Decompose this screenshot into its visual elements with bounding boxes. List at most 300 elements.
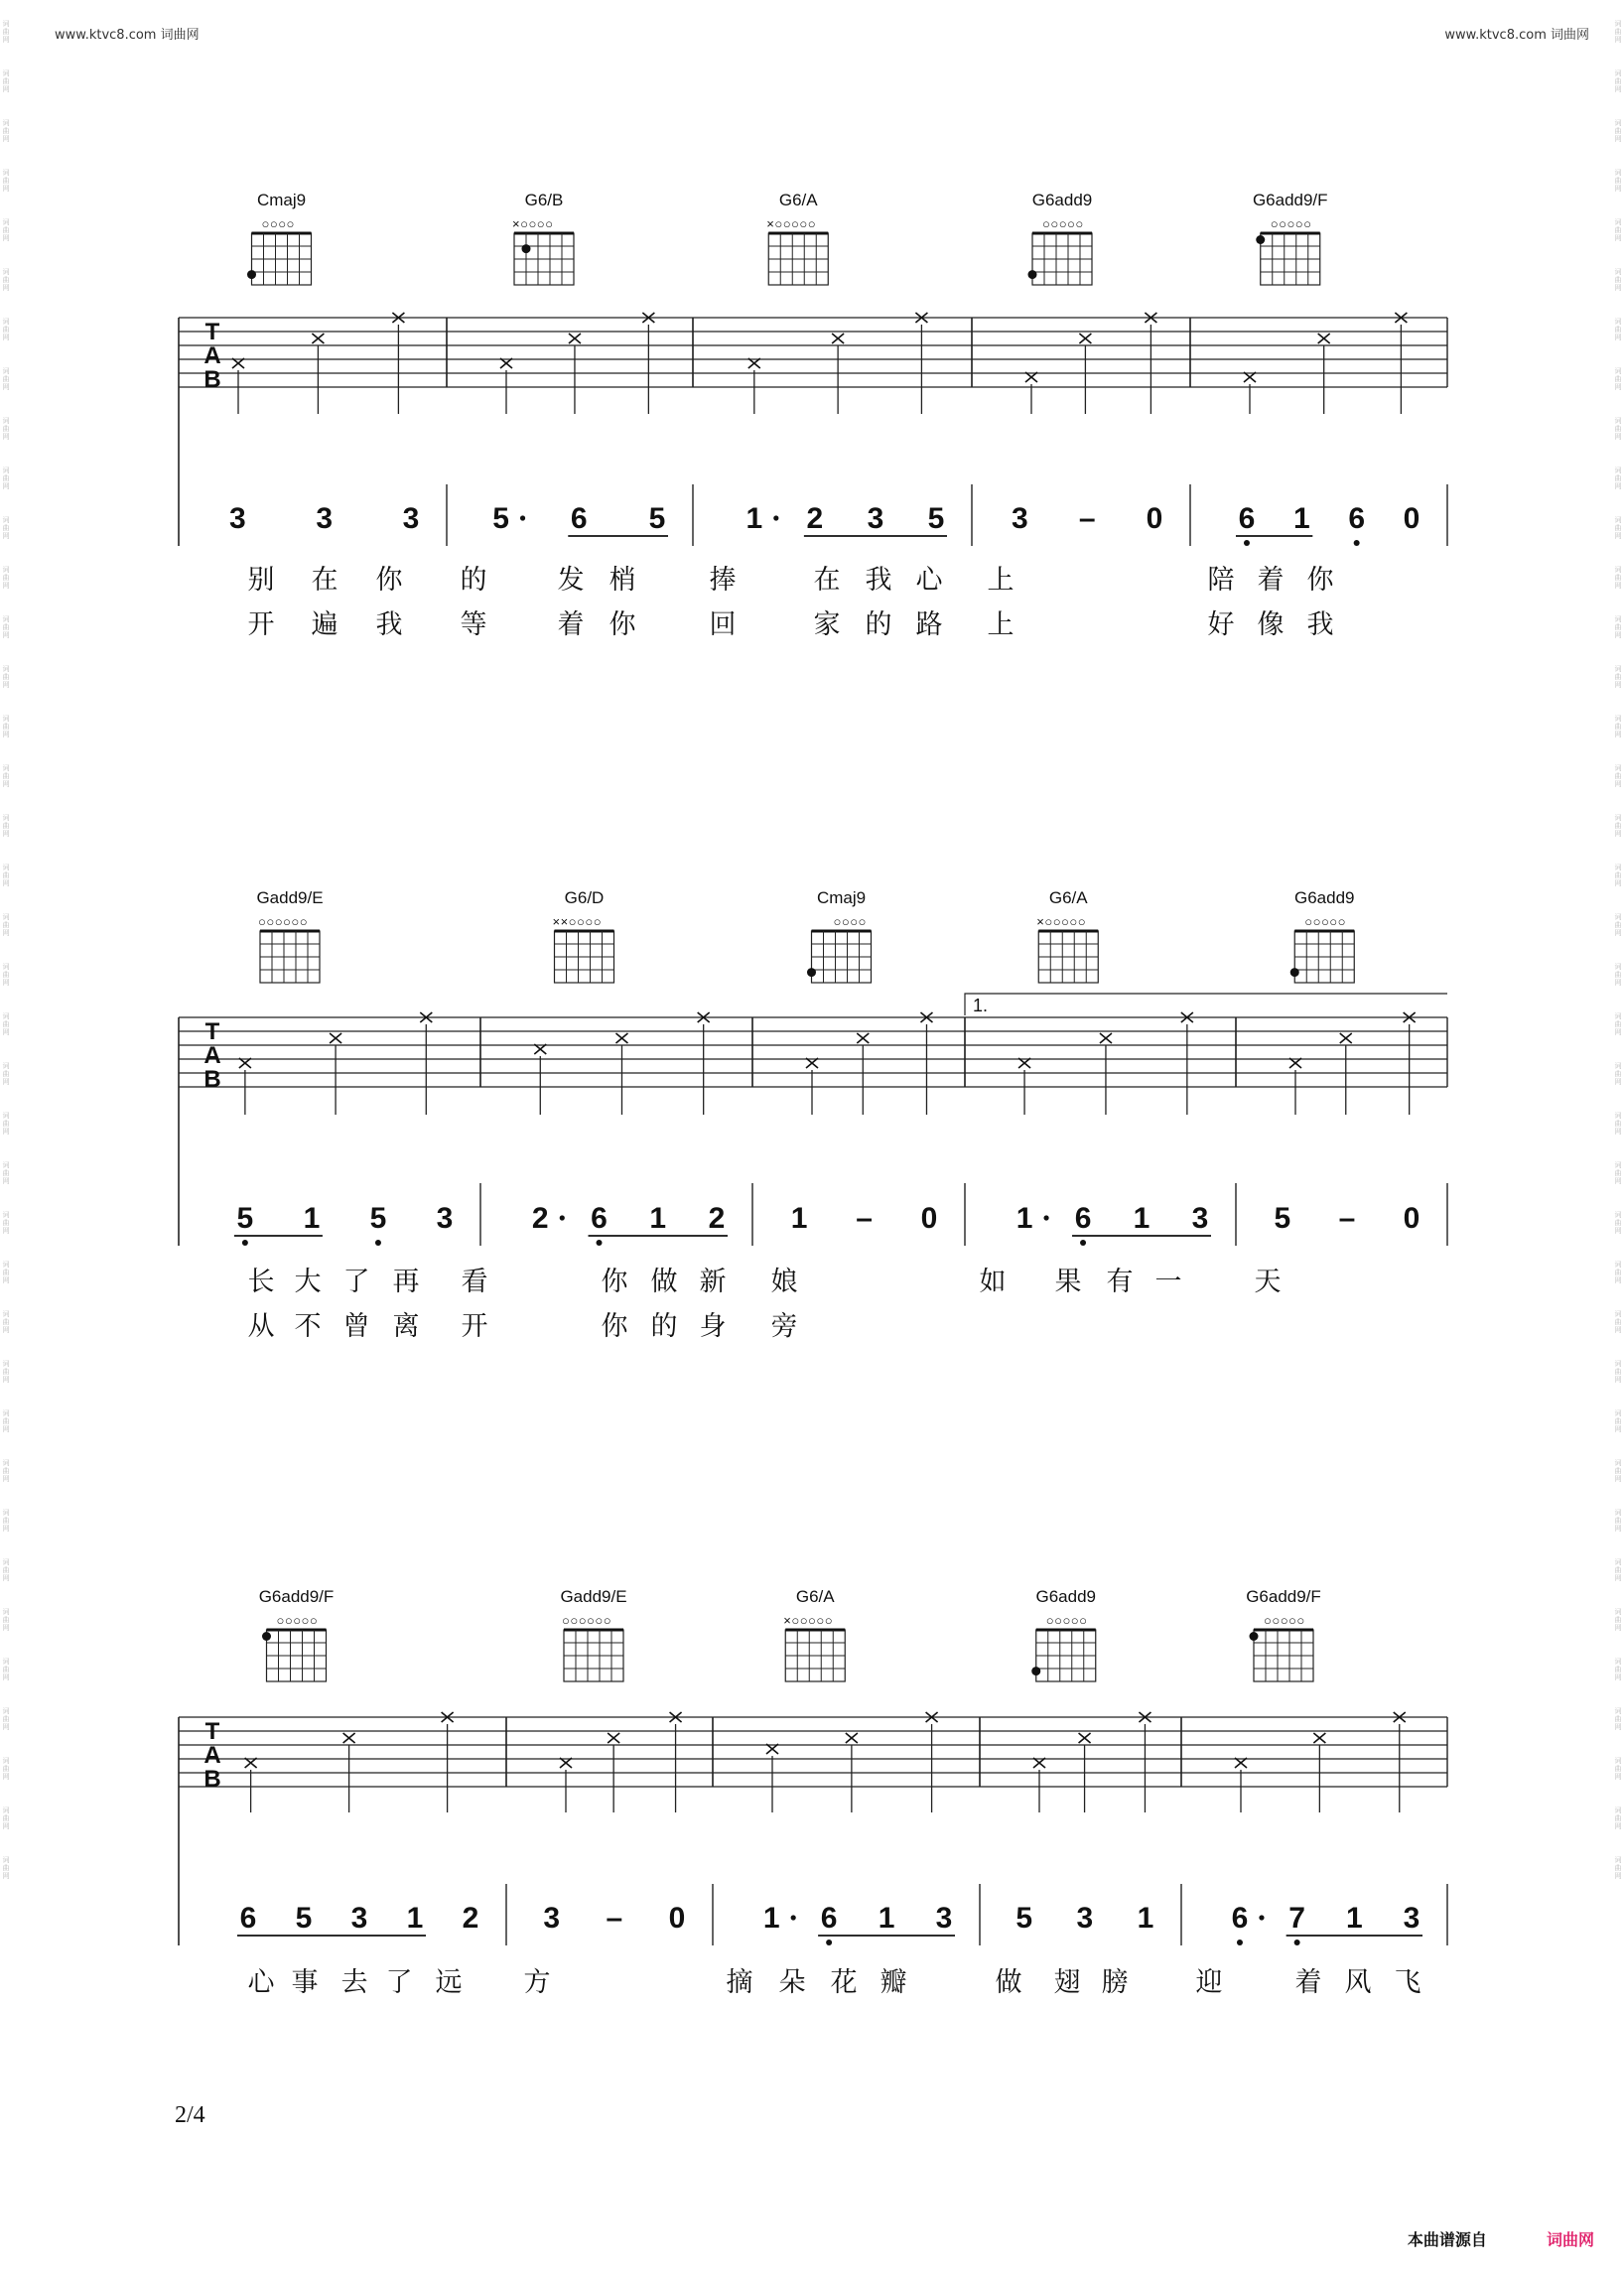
side-watermark-mark: 词 曲 网: [1614, 963, 1622, 987]
chord-open-mute-marks: ○○○○○○: [562, 1613, 612, 1628]
jianpu-note: 6: [1231, 1902, 1249, 1935]
chord-diagram: [1028, 191, 1093, 285]
side-watermark-mark: 词 曲 网: [2, 1310, 10, 1334]
lyric-character: 心: [915, 565, 943, 595]
chord-diagram: [553, 888, 614, 983]
side-watermark-mark: 词 曲 网: [2, 1012, 10, 1036]
jianpu-note: 6: [570, 502, 588, 535]
jianpu-note: 1: [303, 1202, 321, 1235]
strum-x-mark: [608, 1733, 619, 1743]
side-watermark-mark: 词 曲 网: [1614, 1509, 1622, 1533]
lyric-character: 瓣: [880, 1967, 907, 1997]
side-watermark-mark: 词 曲 网: [2, 1608, 10, 1632]
lyric-character: 的: [865, 609, 892, 639]
jianpu-note: 2: [531, 1202, 549, 1235]
side-watermark-mark: 词 曲 网: [2, 119, 10, 143]
jianpu-note: 3: [350, 1902, 368, 1935]
jianpu-note: 3: [1403, 1902, 1421, 1935]
lyric-character: 大: [294, 1267, 322, 1296]
strum-x-mark: [615, 1033, 627, 1043]
chord-open-mute-marks: ○○○○○: [1304, 914, 1347, 929]
chord-diagram: [512, 191, 574, 285]
side-watermark-mark: 词 曲 网: [1614, 1608, 1622, 1632]
chord-name: Cmaj9: [816, 888, 867, 907]
lyric-character: 上: [987, 609, 1015, 639]
side-watermark-mark: 词 曲 网: [2, 1409, 10, 1433]
lyric-character: 的: [650, 1311, 678, 1341]
side-watermark-mark: 词 曲 网: [2, 1707, 10, 1731]
jianpu-note: 5: [236, 1202, 254, 1235]
side-watermark-mark: 词 曲 网: [2, 467, 10, 490]
jianpu-low-octave-dot: [375, 1240, 381, 1246]
side-watermark-mark: 词 曲 网: [2, 764, 10, 788]
volta-bracket: [965, 994, 1447, 1015]
chord-open-mute-marks: ○○○○○: [1270, 216, 1312, 231]
jianpu-low-octave-dot: [1237, 1940, 1243, 1945]
chord-open-mute-marks: ×○○○○○: [766, 216, 817, 231]
jianpu-note: 1: [790, 1202, 808, 1235]
chord-open-mute-marks: ○○○○: [833, 914, 867, 929]
side-watermark-mark: 词 曲 网: [2, 1211, 10, 1235]
side-watermark-mark: 词 曲 网: [2, 1459, 10, 1483]
lyric-character: 远: [435, 1967, 463, 1997]
chord-name: G6/A: [1048, 888, 1088, 907]
side-watermark-mark: 词 曲 网: [1614, 864, 1622, 887]
lyric-character: 别: [247, 565, 275, 595]
footer-brand-logo: 词曲网: [1546, 2230, 1594, 2249]
chord-finger-dot: [1256, 235, 1265, 244]
side-watermark-mark: 词 曲 网: [2, 1360, 10, 1384]
lyric-character: 看: [461, 1267, 488, 1296]
side-watermark-mark: 词 曲 网: [2, 20, 10, 44]
lyric-character: 我: [375, 609, 403, 639]
lyric-character: 身: [699, 1311, 727, 1341]
side-watermark-mark: 词 曲 网: [1614, 814, 1622, 838]
jianpu-low-octave-dot: [1294, 1940, 1300, 1945]
chord-name: G6/A: [795, 1587, 835, 1606]
jianpu-augmentation-dot: [560, 1215, 565, 1220]
volta-number: 1.: [973, 996, 989, 1015]
side-watermark-mark: 词 曲 网: [2, 1757, 10, 1781]
jianpu-note: –: [1338, 1202, 1356, 1235]
jianpu-note: 0: [920, 1202, 938, 1235]
lyric-character: 风: [1344, 1967, 1372, 1997]
jianpu-note: –: [606, 1902, 623, 1935]
chord-diagram: [1290, 888, 1355, 983]
lyric-character: 长: [247, 1267, 275, 1296]
side-watermark-mark: 词 曲 网: [1614, 268, 1622, 292]
chord-name: G6add9/F: [1252, 191, 1328, 209]
chord-open-mute-marks: ×○○○○: [512, 216, 554, 231]
side-watermark-mark: 词 曲 网: [1614, 1459, 1622, 1483]
lyric-character: 娘: [770, 1267, 798, 1296]
lyric-character: 你: [375, 565, 403, 595]
lyric-character: 了: [342, 1267, 370, 1296]
jianpu-note: 1: [1292, 502, 1310, 535]
jianpu-note: 6: [591, 1202, 608, 1235]
jianpu-note: 2: [462, 1902, 479, 1935]
lyric-character: 开: [247, 609, 275, 639]
chord-open-mute-marks: ○○○○○: [1264, 1613, 1305, 1628]
lyric-character: 飞: [1394, 1967, 1421, 1997]
side-watermark-mark: 词 曲 网: [1614, 1310, 1622, 1334]
jianpu-note: 2: [708, 1202, 726, 1235]
side-watermark-mark: 词 曲 网: [2, 1261, 10, 1284]
tab-clef-letter: A: [203, 1742, 221, 1769]
strum-x-mark: [343, 1733, 355, 1743]
lyric-character: 发: [557, 565, 585, 595]
lyric-character: 做: [650, 1267, 678, 1296]
lyric-character: 回: [709, 609, 737, 639]
lyric-character: 我: [1306, 609, 1334, 639]
lyric-character: 像: [1257, 609, 1285, 639]
chord-open-mute-marks: ×○○○○○: [1036, 914, 1087, 929]
side-watermark-mark: 词 曲 网: [2, 1509, 10, 1533]
jianpu-note: 0: [1403, 1202, 1421, 1235]
lyric-character: 好: [1207, 609, 1235, 639]
tab-clef-letter: B: [203, 366, 221, 393]
strum-x-mark: [846, 1733, 858, 1743]
side-watermark-mark: 词 曲 网: [1614, 20, 1622, 44]
lyric-character: 曾: [342, 1311, 370, 1341]
side-watermark-mark: 词 曲 网: [1614, 913, 1622, 937]
jianpu-note: 1: [762, 1902, 780, 1935]
side-watermark-mark: 词 曲 网: [1614, 615, 1622, 639]
side-watermark-mark: 词 曲 网: [1614, 69, 1622, 93]
jianpu-augmentation-dot: [791, 1915, 796, 1920]
jianpu-note: 3: [316, 502, 334, 535]
chord-name: G6add9: [1294, 888, 1355, 907]
chord-diagram: [259, 1587, 335, 1681]
side-watermark-mark: 词 曲 网: [2, 566, 10, 590]
lyric-character: 朵: [778, 1967, 806, 1997]
lyric-character: 我: [865, 565, 892, 595]
jianpu-note: –: [856, 1202, 873, 1235]
chord-diagram: [807, 888, 872, 983]
side-watermark-mark: 词 曲 网: [1614, 467, 1622, 490]
jianpu-augmentation-dot: [773, 515, 778, 520]
side-watermark-mark: 词 曲 网: [2, 69, 10, 93]
lyric-character: 迎: [1195, 1967, 1223, 1997]
jianpu-note: 1: [1345, 1902, 1363, 1935]
side-watermark-mark: 词 曲 网: [1614, 1161, 1622, 1185]
score-system-2: [179, 888, 1447, 1341]
tab-clef-letter: B: [203, 1766, 221, 1793]
side-watermark-mark: 词 曲 网: [2, 1112, 10, 1136]
chord-diagram: [1246, 1587, 1321, 1681]
jianpu-note: 5: [492, 502, 509, 535]
jianpu-note: 5: [1015, 1902, 1033, 1935]
chord-diagram: [1036, 888, 1098, 983]
side-watermark-mark: 词 曲 网: [1614, 1558, 1622, 1582]
lyric-character: 在: [813, 565, 841, 595]
jianpu-note: 3: [229, 502, 246, 535]
lyric-character: 事: [291, 1967, 319, 1997]
side-watermark-mark: 词 曲 网: [1614, 169, 1622, 193]
strum-x-mark: [832, 334, 844, 343]
jianpu-note: 6: [1238, 502, 1256, 535]
jianpu-note: 3: [935, 1902, 953, 1935]
jianpu-note: 1: [1015, 1202, 1033, 1235]
lyric-character: 着: [1257, 565, 1285, 595]
side-watermark-mark: 词 曲 网: [1614, 119, 1622, 143]
lyric-character: 一: [1154, 1267, 1182, 1296]
side-watermark-mark: 词 曲 网: [1614, 1112, 1622, 1136]
side-watermark-mark: 词 曲 网: [1614, 715, 1622, 738]
jianpu-note: 1: [878, 1902, 895, 1935]
side-watermark-mark: 词 曲 网: [2, 268, 10, 292]
side-watermark-mark: 词 曲 网: [1614, 1012, 1622, 1036]
jianpu-note: 5: [1274, 1202, 1291, 1235]
chord-open-mute-marks: ×○○○○○: [783, 1613, 834, 1628]
chord-open-mute-marks: ××○○○○: [552, 914, 603, 929]
chord-diagram: [766, 191, 828, 285]
strum-x-mark: [1079, 1733, 1091, 1743]
chord-finger-dot: [1290, 968, 1299, 977]
jianpu-note: 3: [436, 1202, 454, 1235]
side-watermark-mark: 词 曲 网: [1614, 764, 1622, 788]
side-watermark-mark: 词 曲 网: [1614, 367, 1622, 391]
lyric-character: 遍: [311, 609, 338, 639]
lyric-character: 你: [609, 609, 636, 639]
lyric-character: 去: [340, 1967, 368, 1997]
jianpu-note: 0: [1403, 502, 1421, 535]
side-watermark-mark: 词 曲 网: [1614, 1360, 1622, 1384]
tab-clef-letter: A: [203, 1042, 221, 1069]
chord-name: G6add9/F: [1246, 1587, 1321, 1606]
jianpu-note: 6: [239, 1902, 257, 1935]
lyric-character: 着: [1294, 1967, 1322, 1997]
strum-x-mark: [569, 334, 581, 343]
lyric-character: 心: [247, 1967, 275, 1997]
jianpu-note: 6: [1348, 502, 1366, 535]
chord-diagram: [1031, 1587, 1096, 1681]
strum-x-mark: [1079, 334, 1091, 343]
strum-x-mark: [312, 334, 324, 343]
side-watermark-mark: 词 曲 网: [2, 318, 10, 341]
side-watermark-mark: 词 曲 网: [2, 218, 10, 242]
strum-x-mark: [1313, 1733, 1325, 1743]
jianpu-note: 3: [543, 1902, 561, 1935]
side-watermark-mark: 词 曲 网: [1614, 1211, 1622, 1235]
jianpu-note: 6: [1074, 1202, 1092, 1235]
tab-clef-letter: B: [203, 1066, 221, 1093]
jianpu-low-octave-dot: [242, 1240, 248, 1246]
side-watermark-mark: 词 曲 网: [2, 417, 10, 441]
side-watermark-mark: 词 曲 网: [1614, 516, 1622, 540]
lyric-character: 着: [557, 609, 585, 639]
chord-name: Gadd9/E: [256, 888, 324, 907]
chord-open-mute-marks: ○○○○○: [1045, 1613, 1088, 1628]
jianpu-note: 1: [745, 502, 763, 535]
lyric-character: 旁: [770, 1311, 798, 1341]
lyric-character: 如: [979, 1267, 1007, 1296]
tab-clef-letter: T: [204, 1718, 220, 1745]
chord-finger-dot: [522, 244, 531, 253]
lyric-character: 膀: [1101, 1967, 1129, 1997]
side-watermark-mark: 词 曲 网: [1614, 1707, 1622, 1731]
jianpu-note: 0: [668, 1902, 686, 1935]
lyric-character: 等: [460, 609, 487, 639]
jianpu-note: 1: [1133, 1202, 1150, 1235]
side-watermark-mark: 词 曲 网: [1614, 1807, 1622, 1830]
jianpu-low-octave-dot: [826, 1940, 832, 1945]
jianpu-note: 5: [927, 502, 945, 535]
lyric-character: 新: [699, 1267, 727, 1296]
strum-x-mark: [857, 1033, 869, 1043]
side-watermark-mark: 词 曲 网: [2, 715, 10, 738]
chord-open-mute-marks: ○○○○○○: [258, 914, 309, 929]
lyric-character: 你: [601, 1267, 628, 1296]
footer-source-label: 本曲谱源自: [1407, 2230, 1487, 2249]
side-watermark-mark: 词 曲 网: [2, 963, 10, 987]
side-watermark-mark: 词 曲 网: [1614, 218, 1622, 242]
lyric-character: 有: [1106, 1267, 1134, 1296]
side-watermark-mark: 词 曲 网: [2, 1856, 10, 1880]
jianpu-augmentation-dot: [1043, 1215, 1048, 1220]
lyric-character: 陪: [1207, 565, 1235, 595]
side-watermark-mark: 词 曲 网: [2, 169, 10, 193]
chord-name: G6/D: [564, 888, 605, 907]
strum-x-mark: [1100, 1033, 1112, 1043]
lyric-character: 花: [830, 1967, 858, 1997]
jianpu-note: 6: [820, 1902, 838, 1935]
jianpu-low-octave-dot: [597, 1240, 603, 1246]
lyric-character: 了: [385, 1967, 413, 1997]
chord-finger-dot: [262, 1632, 271, 1641]
side-watermark-mark: 词 曲 网: [2, 1807, 10, 1830]
side-watermark-mark: 词 曲 网: [1614, 318, 1622, 341]
side-watermark-mark: 词 曲 网: [2, 1161, 10, 1185]
lyric-character: 摘: [726, 1967, 753, 1997]
jianpu-low-octave-dot: [1354, 540, 1360, 546]
tab-clef-letter: A: [203, 342, 221, 369]
chord-diagram: [1253, 191, 1328, 285]
chord-finger-dot: [1250, 1632, 1259, 1641]
side-watermark-mark: 词 曲 网: [2, 913, 10, 937]
side-watermark-mark: 词 曲 网: [2, 665, 10, 689]
side-watermark-mark: 词 曲 网: [2, 1658, 10, 1681]
jianpu-low-octave-dot: [1080, 1240, 1086, 1246]
chord-name: G6add9: [1031, 191, 1093, 209]
jianpu-augmentation-dot: [520, 515, 525, 520]
chord-name: Cmaj9: [256, 191, 307, 209]
strum-x-mark: [1340, 1033, 1352, 1043]
side-watermark-mark: 词 曲 网: [2, 814, 10, 838]
jianpu-note: 0: [1146, 502, 1163, 535]
chord-diagram: [783, 1587, 845, 1681]
side-watermark-mark: 词 曲 网: [1614, 1261, 1622, 1284]
side-watermark-mark: 词 曲 网: [2, 864, 10, 887]
chord-finger-dot: [1031, 1667, 1040, 1675]
lyric-character: 天: [1254, 1267, 1282, 1296]
header-site-left: www.ktvc8.com 词曲网: [55, 28, 200, 43]
lyric-character: 方: [523, 1967, 551, 1997]
chord-name: G6add9/F: [258, 1587, 335, 1606]
lyric-character: 开: [461, 1311, 488, 1341]
score-system-3: [179, 1587, 1447, 1997]
chord-name: G6add9: [1035, 1587, 1096, 1606]
side-watermark-mark: 词 曲 网: [1614, 1062, 1622, 1086]
chord-finger-dot: [247, 270, 256, 279]
lyric-character: 的: [460, 565, 487, 595]
side-watermark-mark: 词 曲 网: [1614, 665, 1622, 689]
side-watermark-mark: 词 曲 网: [2, 367, 10, 391]
side-watermark-mark: 词 曲 网: [1614, 1409, 1622, 1433]
strum-x-mark: [330, 1033, 341, 1043]
lyric-character: 不: [294, 1311, 322, 1341]
side-watermark-mark: 词 曲 网: [1614, 1757, 1622, 1781]
lyric-character: 上: [987, 565, 1015, 595]
side-watermark-mark: 词 曲 网: [1614, 566, 1622, 590]
chord-open-mute-marks: ○○○○○: [276, 1613, 319, 1628]
chord-name: G6/B: [524, 191, 564, 209]
chord-name: Gadd9/E: [560, 1587, 627, 1606]
jianpu-note: 1: [406, 1902, 424, 1935]
chord-finger-dot: [1028, 270, 1037, 279]
jianpu-note: 1: [1137, 1902, 1154, 1935]
jianpu-note: 3: [867, 502, 884, 535]
chord-open-mute-marks: ○○○○: [261, 216, 295, 231]
jianpu-note: 1: [649, 1202, 667, 1235]
lyric-character: 你: [601, 1311, 628, 1341]
lyric-character: 果: [1054, 1267, 1082, 1296]
lyric-character: 做: [995, 1967, 1022, 1997]
side-watermark-mark: 词 曲 网: [2, 516, 10, 540]
lyric-character: 离: [392, 1311, 420, 1341]
lyric-character: 家: [813, 609, 841, 639]
strum-x-mark: [1318, 334, 1330, 343]
chord-name: G6/A: [778, 191, 818, 209]
jianpu-note: –: [1078, 502, 1096, 535]
chord-diagram: [560, 1587, 626, 1681]
jianpu-low-octave-dot: [1244, 540, 1250, 546]
jianpu-note: 5: [295, 1902, 313, 1935]
chord-finger-dot: [807, 968, 816, 977]
side-watermark-mark: 词 曲 网: [2, 615, 10, 639]
jianpu-note: 5: [648, 502, 666, 535]
lyric-character: 你: [1306, 565, 1334, 595]
jianpu-note: 3: [1076, 1902, 1094, 1935]
footer: [1408, 2227, 1594, 2250]
lyric-character: 在: [311, 565, 338, 595]
side-watermark-mark: 词 曲 网: [2, 1558, 10, 1582]
chord-diagram: [256, 888, 323, 983]
jianpu-note: 7: [1288, 1902, 1305, 1935]
header-site-right: www.ktvc8.com 词曲网: [1444, 28, 1589, 43]
side-watermark-mark: 词 曲 网: [1614, 417, 1622, 441]
side-watermark-mark: 词 曲 网: [2, 1062, 10, 1086]
jianpu-note: 5: [369, 1202, 387, 1235]
lyric-character: 路: [915, 609, 943, 639]
lyric-character: 再: [392, 1267, 420, 1296]
chord-diagram: [247, 191, 312, 285]
side-watermark-mark: 词 曲 网: [1614, 1856, 1622, 1880]
lyric-character: 梢: [609, 565, 636, 595]
side-watermark-mark: 词 曲 网: [1614, 1658, 1622, 1681]
jianpu-note: 3: [1191, 1202, 1209, 1235]
lyric-character: 捧: [709, 565, 737, 595]
jianpu-note: 2: [806, 502, 824, 535]
jianpu-note: 3: [1012, 502, 1028, 535]
jianpu-augmentation-dot: [1259, 1915, 1264, 1920]
chord-open-mute-marks: ○○○○○: [1042, 216, 1084, 231]
jianpu-note: 3: [402, 502, 420, 535]
score-system-1: [179, 191, 1447, 639]
page-number: 2/4: [175, 2102, 205, 2128]
tab-clef-letter: T: [204, 1018, 220, 1045]
lyric-character: 翅: [1053, 1967, 1081, 1997]
